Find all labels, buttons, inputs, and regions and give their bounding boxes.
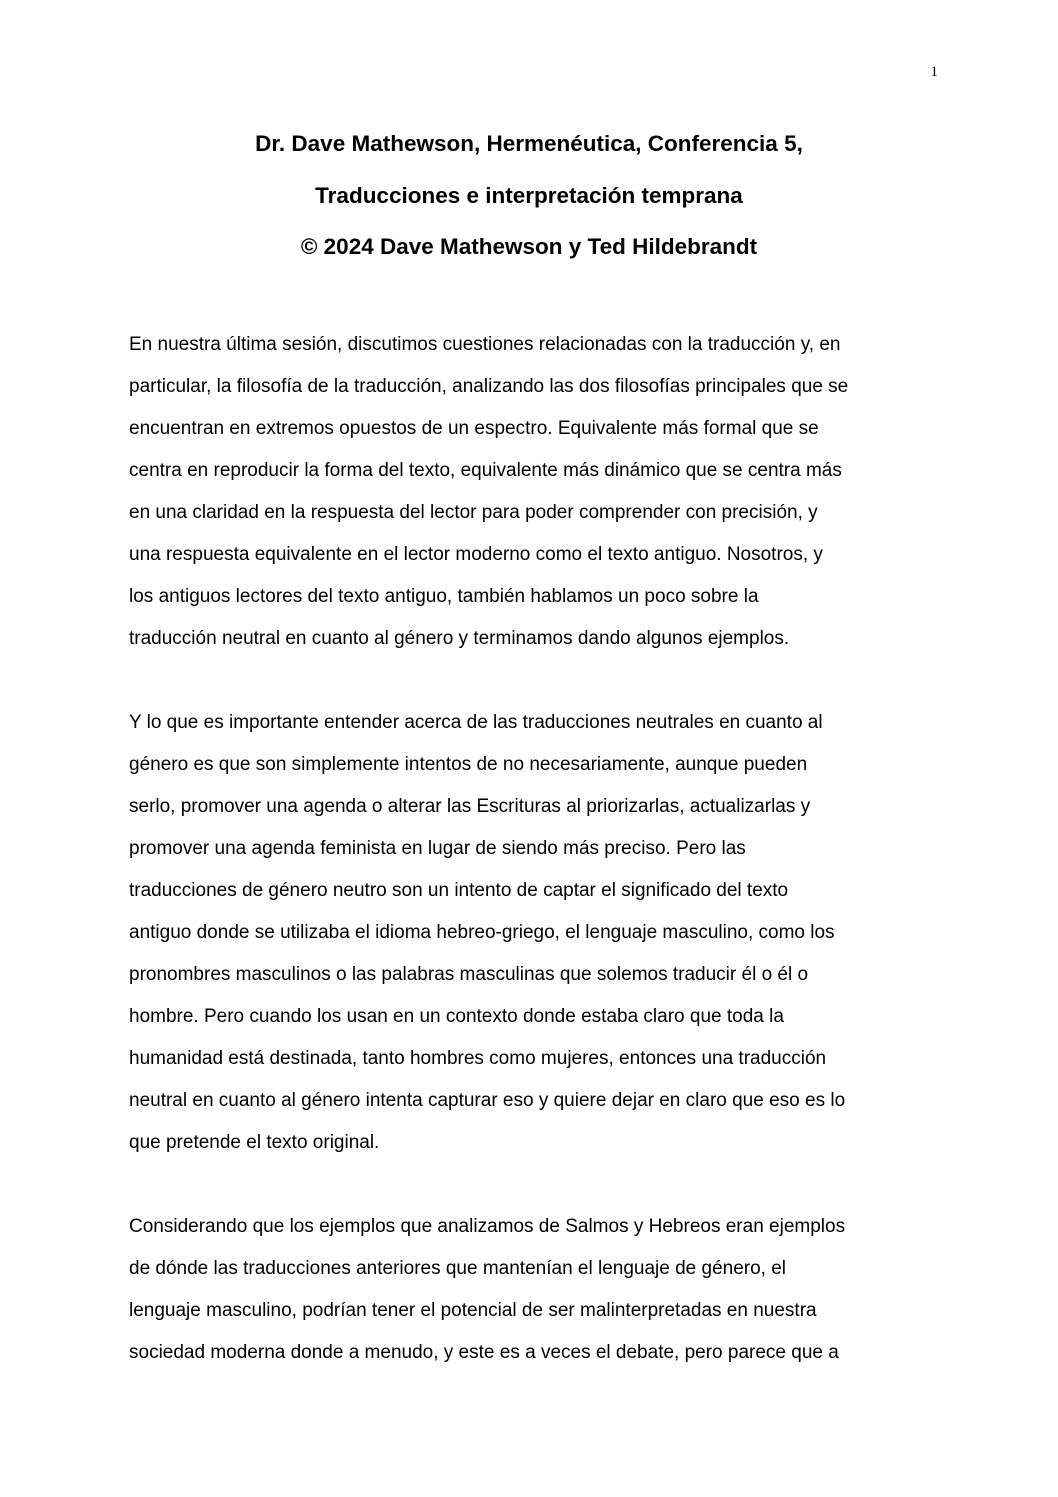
page-number: 1: [930, 64, 938, 80]
text-line: antiguo donde se utilizaba el idioma hebreo-griego, el lenguaje masculino, como los: [129, 922, 835, 943]
text-line: sociedad moderna donde a menudo, y este es a veces el debate, pero parece que a: [129, 1342, 839, 1363]
text-line: En nuestra última sesión, discutimos cuestiones relacionadas con la traducción y, en: [129, 334, 841, 355]
text-line: lenguaje masculino, podrían tener el potencial de ser malinterpretadas en nuestra: [129, 1300, 817, 1321]
paragraph: [129, 324, 949, 660]
text-line: que pretende el texto original.: [129, 1132, 380, 1153]
text-line: promover una agenda feminista en lugar de siendo más preciso. Pero las: [129, 838, 746, 859]
title-line: Dr. Dave Mathewson, Hermenéutica, Conferencia 5,: [255, 131, 803, 156]
text-line: particular, la filosofía de la traducción, analizando las dos filosofías principales que se: [129, 376, 849, 397]
text-line: pronombres masculinos o las palabras masculinas que solemos traducir él o él o: [129, 964, 809, 985]
text-line: traducciones de género neutro son un intento de captar el significado del texto: [129, 880, 789, 901]
paragraph: [129, 1206, 949, 1374]
document-body: [129, 324, 949, 1416]
text-line: neutral en cuanto al género intenta capturar eso y quiere dejar en claro que eso es lo: [129, 1090, 846, 1111]
text-line: en una claridad en la respuesta del lector para poder comprender con precisión, y: [129, 502, 818, 523]
text-line: Y lo que es importante entender acerca de las traducciones neutrales en cuanto al: [129, 712, 823, 733]
title-line: Traducciones e interpretación temprana: [315, 182, 743, 208]
text-line: humanidad está destinada, tanto hombres como mujeres, entonces una traducción: [129, 1048, 827, 1069]
text-line: género es que son simplemente intentos de no necesariamente, aunque pueden: [129, 754, 808, 775]
text-line: hombre. Pero cuando los usan en un contexto donde estaba claro que toda la: [129, 1006, 784, 1027]
text-line: serlo, promover una agenda o alterar las Escrituras al priorizarlas, actualizarlas y: [129, 796, 811, 817]
paragraph: [129, 702, 949, 1164]
text-line: encuentran en extremos opuestos de un espectro. Equivalente más formal que se: [129, 418, 819, 439]
text-line: de dónde las traducciones anteriores que mantenían el lenguaje de género, el: [129, 1258, 787, 1279]
text-line: Considerando que los ejemplos que analizamos de Salmos y Hebreos eran ejemplos: [129, 1216, 846, 1237]
document-title: [0, 130, 1058, 285]
text-line: centra en reproducir la forma del texto, equivalente más dinámico que se centra más: [129, 460, 842, 481]
title-line: © 2024 Dave Mathewson y Ted Hildebrandt: [300, 234, 758, 259]
text-line: traducción neutral en cuanto al género y terminamos dando algunos ejemplos.: [129, 628, 790, 649]
text-line: los antiguos lectores del texto antiguo, también hablamos un poco sobre la: [129, 586, 759, 607]
text-line: una respuesta equivalente en el lector moderno como el texto antiguo. Nosotros, y: [129, 544, 823, 565]
